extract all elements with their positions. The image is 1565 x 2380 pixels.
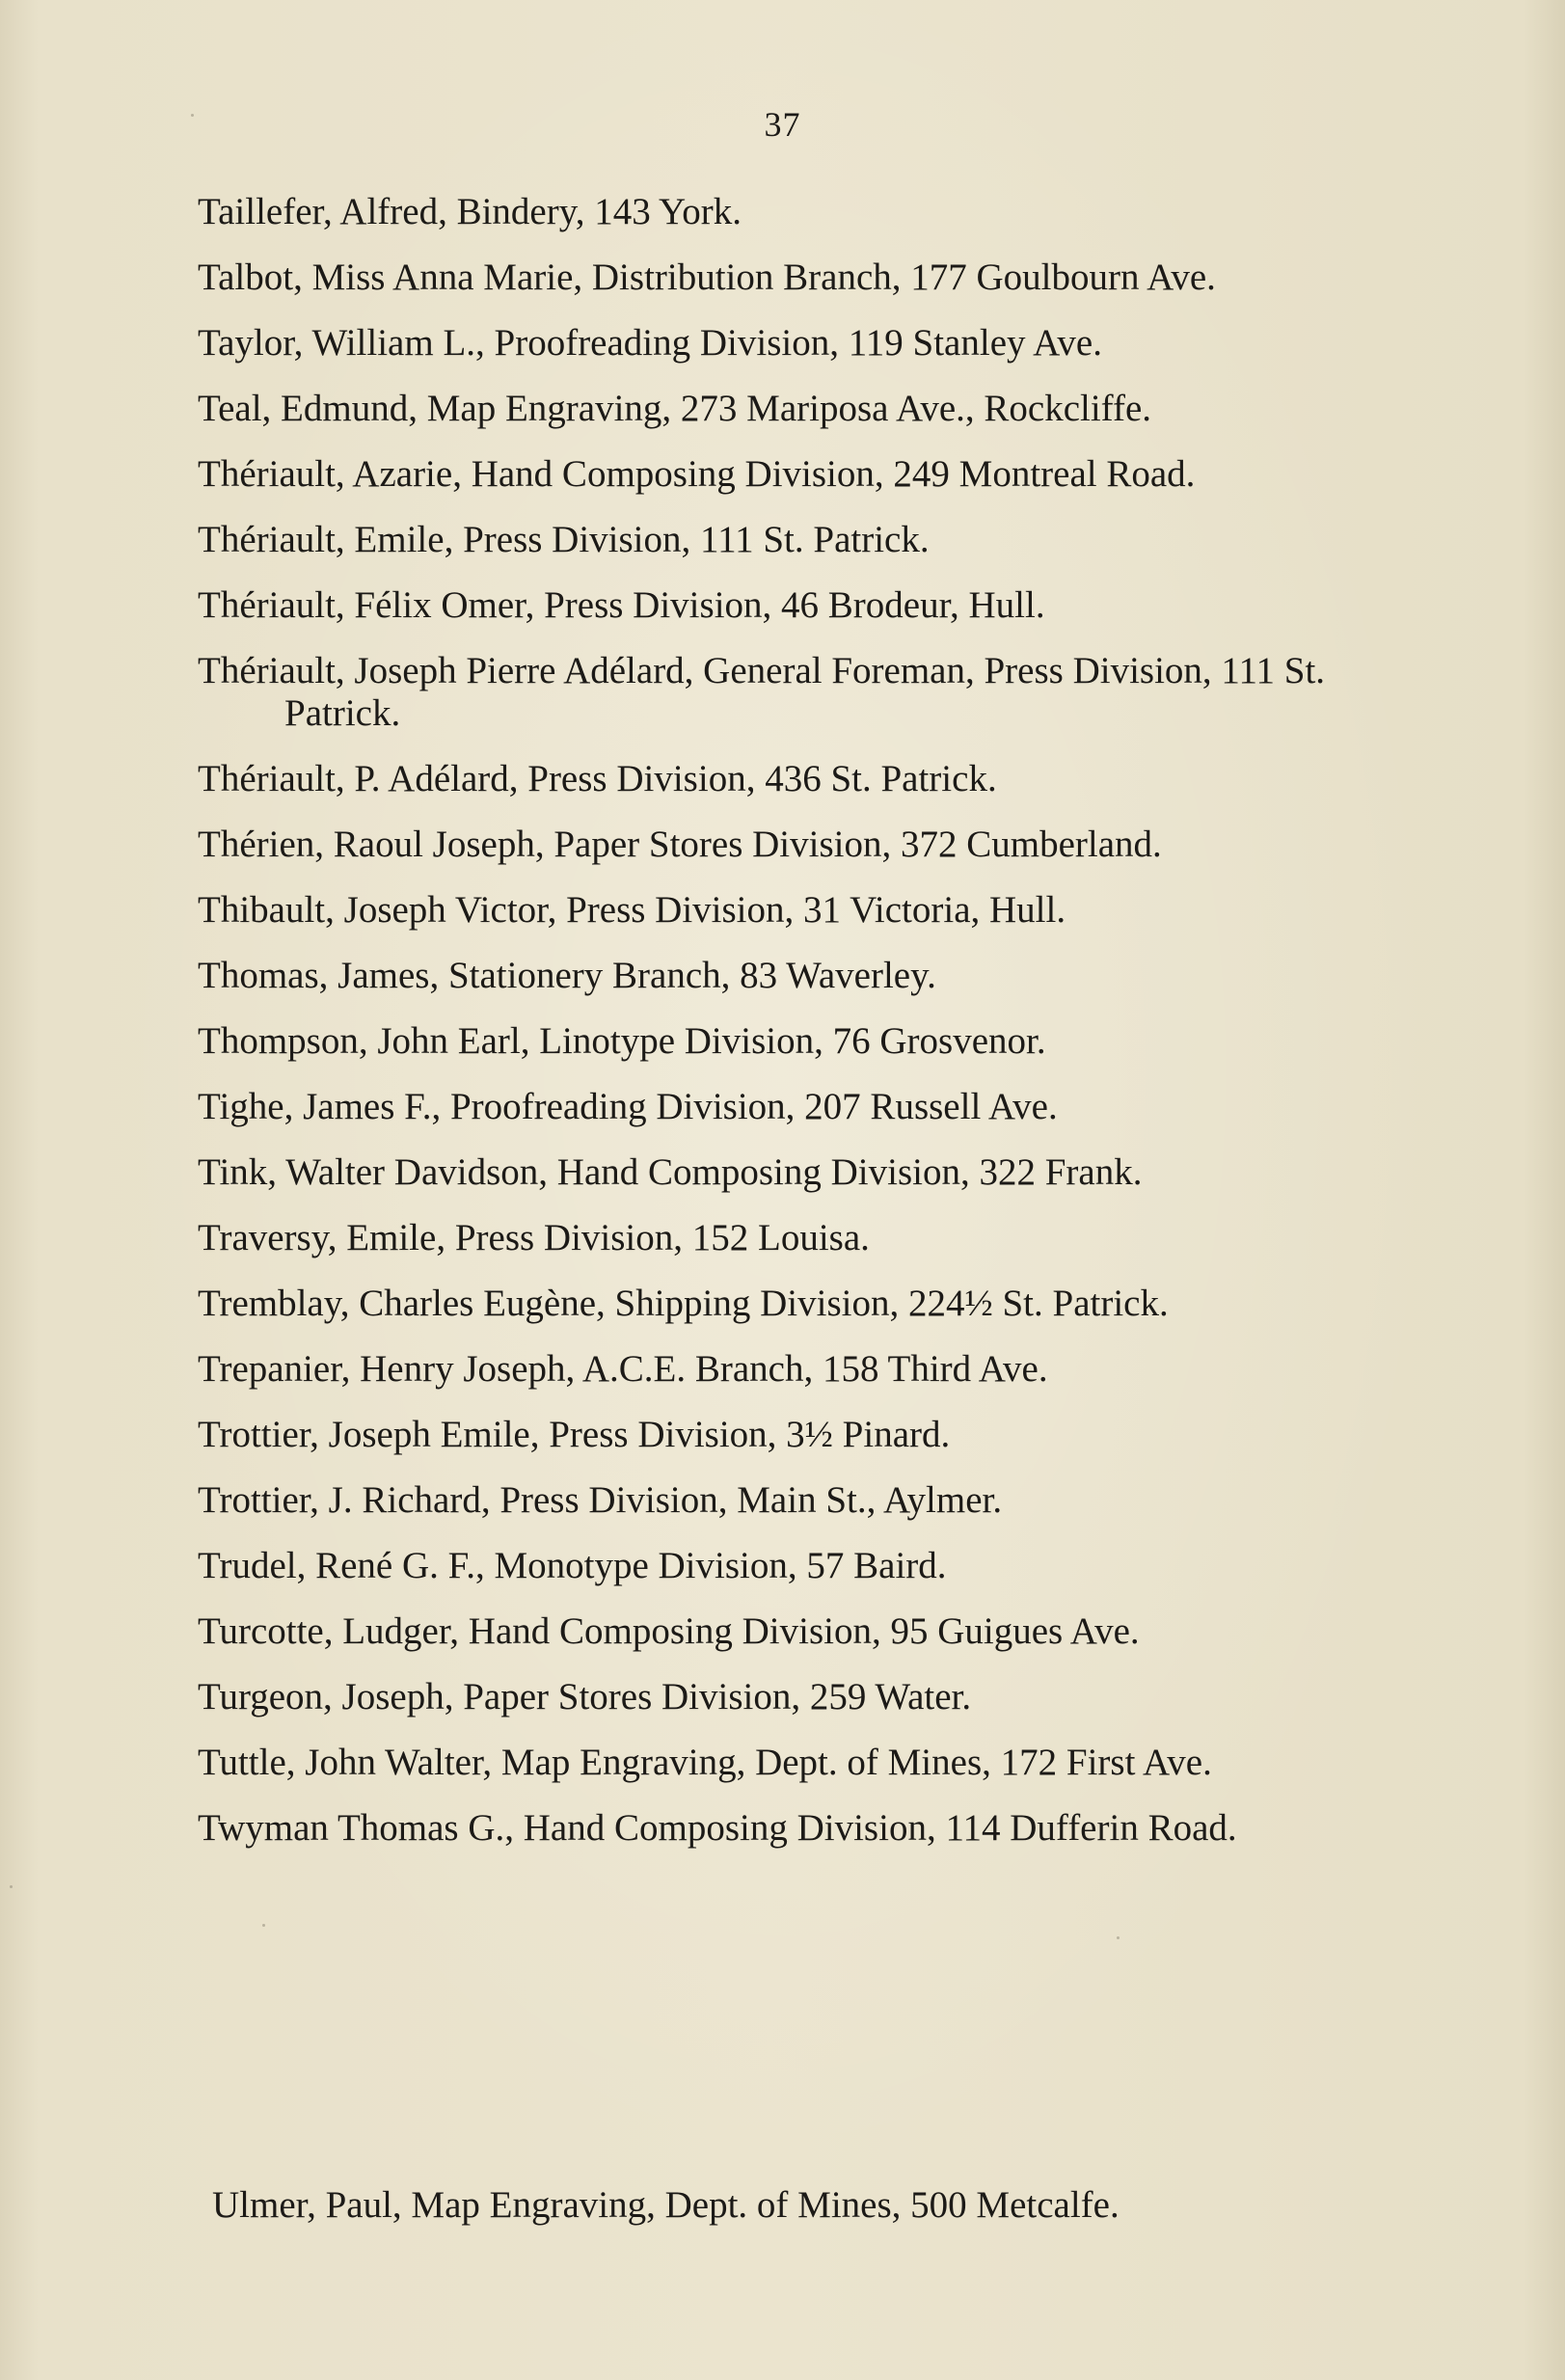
directory-entry: Thériault, Joseph Pierre Adélard, General Foreman, Press Division, 111 St. Patrick. [198, 650, 1326, 734]
directory-entry: Tuttle, John Walter, Map Engraving, Dept. of Mines, 172 First Ave. [198, 1742, 1212, 1783]
directory-entry: Tighe, James F., Proofreading Division, 207 Russell Ave. [198, 1086, 1058, 1127]
directory-entry: Turcotte, Ludger, Hand Composing Division, 95 Guigues Ave. [198, 1610, 1140, 1652]
directory-entry: Traversy, Emile, Press Division, 152 Louisa. [198, 1217, 870, 1258]
directory-entry: Turgeon, Joseph, Paper Stores Division, 259 Water. [198, 1676, 972, 1717]
directory-entry: Talbot, Miss Anna Marie, Distribution Branch, 177 Goulbourn Ave. [198, 257, 1216, 298]
directory-entry: Thompson, John Earl, Linotype Division, 76 Grosvenor. [198, 1020, 1046, 1062]
page-number: 37 [764, 105, 801, 144]
directory-entries [198, 191, 1374, 1873]
directory-entry: Trottier, Joseph Emile, Press Division, 3½ Pinard. [198, 1414, 951, 1455]
directory-entry-final: Ulmer, Paul, Map Engraving, Dept. of Mines, 500 Metcalfe. [212, 2184, 1120, 2226]
directory-entry: Twyman Thomas G., Hand Composing Division, 114 Dufferin Road. [198, 1807, 1237, 1849]
directory-entry: Taillefer, Alfred, Bindery, 143 York. [198, 191, 742, 232]
directory-entry: Thibault, Joseph Victor, Press Division, 31 Victoria, Hull. [198, 889, 1066, 931]
directory-entry: Tremblay, Charles Eugène, Shipping Division, 224½ St. Patrick. [198, 1283, 1169, 1324]
paper-speck [191, 114, 194, 117]
directory-entry: Trepanier, Henry Joseph, A.C.E. Branch, 158 Third Ave. [198, 1348, 1048, 1390]
directory-entry: Thériault, P. Adélard, Press Division, 436 St. Patrick. [198, 758, 997, 799]
directory-entry: Teal, Edmund, Map Engraving, 273 Mariposa Ave., Rockcliffe. [198, 388, 1152, 429]
directory-entry: Trottier, J. Richard, Press Division, Main St., Aylmer. [198, 1479, 1003, 1521]
directory-entry: Tink, Walter Davidson, Hand Composing Division, 322 Frank. [198, 1151, 1143, 1193]
paper-speck [1117, 1936, 1120, 1939]
directory-entry: Thériault, Azarie, Hand Composing Division, 249 Montreal Road. [198, 453, 1196, 495]
directory-entry: Thomas, James, Stationery Branch, 83 Waverley. [198, 955, 936, 996]
directory-entry: Thériault, Emile, Press Division, 111 St. Patrick. [198, 519, 930, 560]
directory-entry: Thériault, Félix Omer, Press Division, 46 Brodeur, Hull. [198, 584, 1045, 626]
paper-speck [10, 1885, 13, 1888]
directory-entry: Thérien, Raoul Joseph, Paper Stores Division, 372 Cumberland. [198, 824, 1162, 865]
directory-entry: Taylor, William L., Proofreading Division, 119 Stanley Ave. [198, 322, 1102, 364]
paper-speck [262, 1924, 265, 1927]
directory-entry: Trudel, René G. F., Monotype Division, 57 Baird. [198, 1545, 947, 1586]
